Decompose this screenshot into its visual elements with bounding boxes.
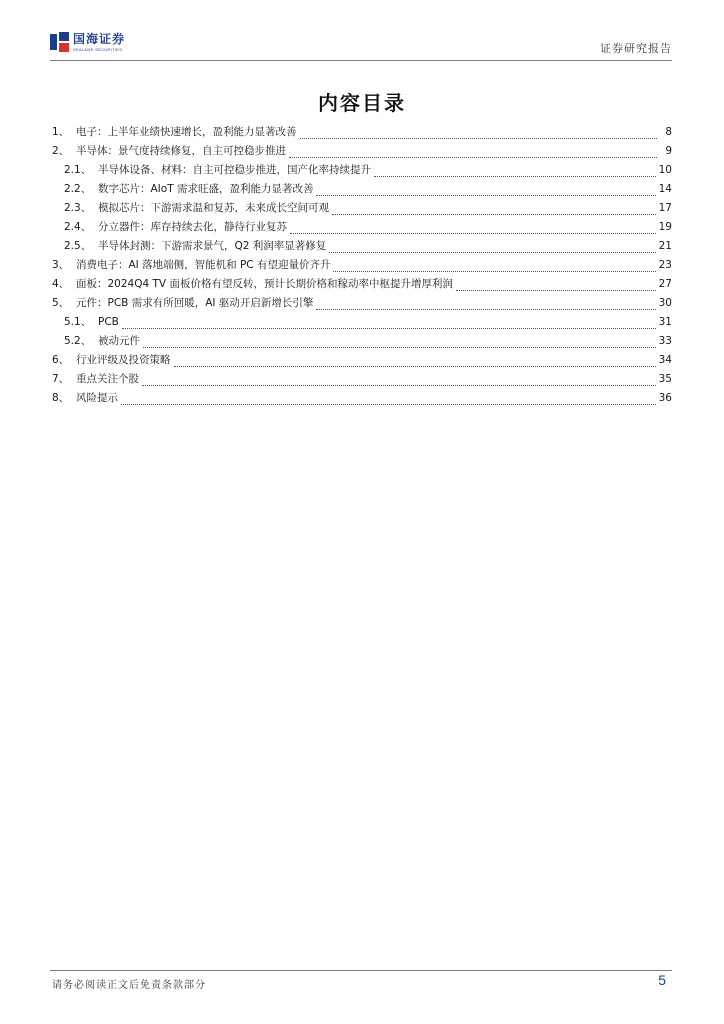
- toc-entry-title: 消费电子：AI 落地端侧，智能机和 PC 有望迎量价齐升: [76, 259, 331, 271]
- toc-entry-title: 模拟芯片：下游需求温和复苏，未来成长空间可观: [98, 202, 329, 214]
- toc-leader-dots: [316, 301, 655, 310]
- toc-entry-title: 数字芯片：AIoT 需求旺盛，盈利能力显著改善: [98, 183, 314, 195]
- toc-leader-dots: [289, 149, 657, 158]
- toc-leader-dots: [290, 225, 656, 234]
- toc-entry-page: 33: [658, 335, 672, 347]
- toc-leader-dots: [122, 320, 656, 329]
- toc-entry-page: 31: [658, 316, 672, 328]
- toc-entry-page: 21: [658, 240, 672, 252]
- toc-entry-number: 2.1、: [64, 164, 92, 176]
- toc-leader-dots: [456, 282, 656, 291]
- toc-entry-number: 8、: [52, 392, 70, 404]
- toc-entry-page: 10: [658, 164, 672, 176]
- toc-entry[interactable]: [52, 139, 672, 158]
- toc-entry[interactable]: [52, 348, 672, 367]
- toc-entry[interactable]: [52, 158, 672, 177]
- toc-entry[interactable]: [52, 120, 672, 139]
- company-logo: [50, 32, 125, 52]
- toc-entry[interactable]: [52, 196, 672, 215]
- toc-entry[interactable]: [52, 272, 672, 291]
- toc-entry-page: 30: [658, 297, 672, 309]
- toc-entry[interactable]: [52, 177, 672, 196]
- logo-english-name: SEALAND SECURITIES: [73, 46, 123, 52]
- toc-entry[interactable]: [52, 291, 672, 310]
- toc-entry[interactable]: [52, 310, 672, 329]
- toc-entry[interactable]: [52, 234, 672, 253]
- toc-entry-title: 被动元件: [98, 335, 140, 347]
- toc-entry-number: 3、: [52, 259, 70, 271]
- header-divider: [50, 60, 672, 61]
- toc-entry-number: 2、: [52, 145, 70, 157]
- toc-entry-title: 风险提示: [76, 392, 118, 404]
- toc-entry-title: 半导体：景气度持续修复，自主可控稳步推进: [76, 145, 286, 157]
- toc-entry-number: 4、: [52, 278, 70, 290]
- page-number: 5: [658, 972, 666, 988]
- toc-entry[interactable]: [52, 215, 672, 234]
- toc-leader-dots: [143, 339, 656, 348]
- toc-entry-page: 34: [658, 354, 672, 366]
- disclaimer-text: 请务必阅读正文后免责条款部分: [52, 980, 206, 991]
- toc-entry-title: PCB: [98, 316, 119, 328]
- toc-leader-dots: [121, 396, 656, 405]
- toc-entry-number: 5.1、: [64, 316, 92, 328]
- toc-leader-dots: [329, 244, 655, 253]
- toc-entry-title: 行业评级及投资策略: [76, 354, 171, 366]
- page-header: [50, 28, 672, 60]
- toc-entry-page: 17: [658, 202, 672, 214]
- toc-leader-dots: [316, 187, 655, 196]
- toc-entry-page: 8: [665, 126, 672, 138]
- toc-entry-number: 6、: [52, 354, 70, 366]
- toc-entry[interactable]: [52, 386, 672, 405]
- toc-entry-page: 35: [658, 373, 672, 385]
- toc-leader-dots: [332, 206, 656, 215]
- toc-entry-number: 5、: [52, 297, 70, 309]
- footer-divider: [50, 970, 672, 971]
- toc-entry[interactable]: [52, 329, 672, 348]
- toc-entry-title: 面板：2024Q4 TV 面板价格有望反转，预计长期价格和稼动率中枢提升增厚利润: [76, 278, 453, 290]
- toc-entry-number: 2.3、: [64, 202, 92, 214]
- toc-entry-number: 7、: [52, 373, 70, 385]
- toc-entry-title: 元件：PCB 需求有所回暖，AI 驱动开启新增长引擎: [76, 297, 314, 309]
- toc-entry-number: 2.4、: [64, 221, 92, 233]
- toc-leader-dots: [333, 263, 655, 272]
- toc-title: 内容目录: [318, 91, 406, 115]
- toc-leader-dots: [300, 130, 658, 139]
- toc-entry-page: 19: [658, 221, 672, 233]
- toc-entry-title: 重点关注个股: [76, 373, 139, 385]
- toc-entry[interactable]: [52, 253, 672, 272]
- toc-entry-page: 14: [658, 183, 672, 195]
- toc-leader-dots: [174, 358, 656, 367]
- toc-entry-page: 27: [658, 278, 672, 290]
- toc-leader-dots: [142, 377, 656, 386]
- toc-entry-page: 9: [665, 145, 672, 157]
- toc-entry-number: 5.2、: [64, 335, 92, 347]
- toc-leader-dots: [374, 168, 656, 177]
- toc-entry-number: 1、: [52, 126, 70, 138]
- toc-entry[interactable]: [52, 367, 672, 386]
- toc-entry-title: 半导体封测：下游需求景气，Q2 利润率显著修复: [98, 240, 327, 252]
- report-type-label: 证券研究报告: [600, 42, 672, 55]
- toc-entry-title: 电子：上半年业绩快速增长，盈利能力显著改善: [76, 126, 297, 138]
- toc-entry-title: 半导体设备、材料：自主可控稳步推进，国产化率持续提升: [98, 164, 371, 176]
- toc-entry-title: 分立器件：库存持续去化，静待行业复苏: [98, 221, 287, 233]
- toc-entry-number: 2.5、: [64, 240, 92, 252]
- logo-mark-icon: [50, 32, 70, 52]
- table-of-contents: [52, 120, 672, 405]
- toc-entry-page: 36: [658, 392, 672, 404]
- toc-entry-page: 23: [658, 259, 672, 271]
- toc-entry-number: 2.2、: [64, 183, 92, 195]
- logo-chinese-name: 国海证券: [73, 31, 126, 46]
